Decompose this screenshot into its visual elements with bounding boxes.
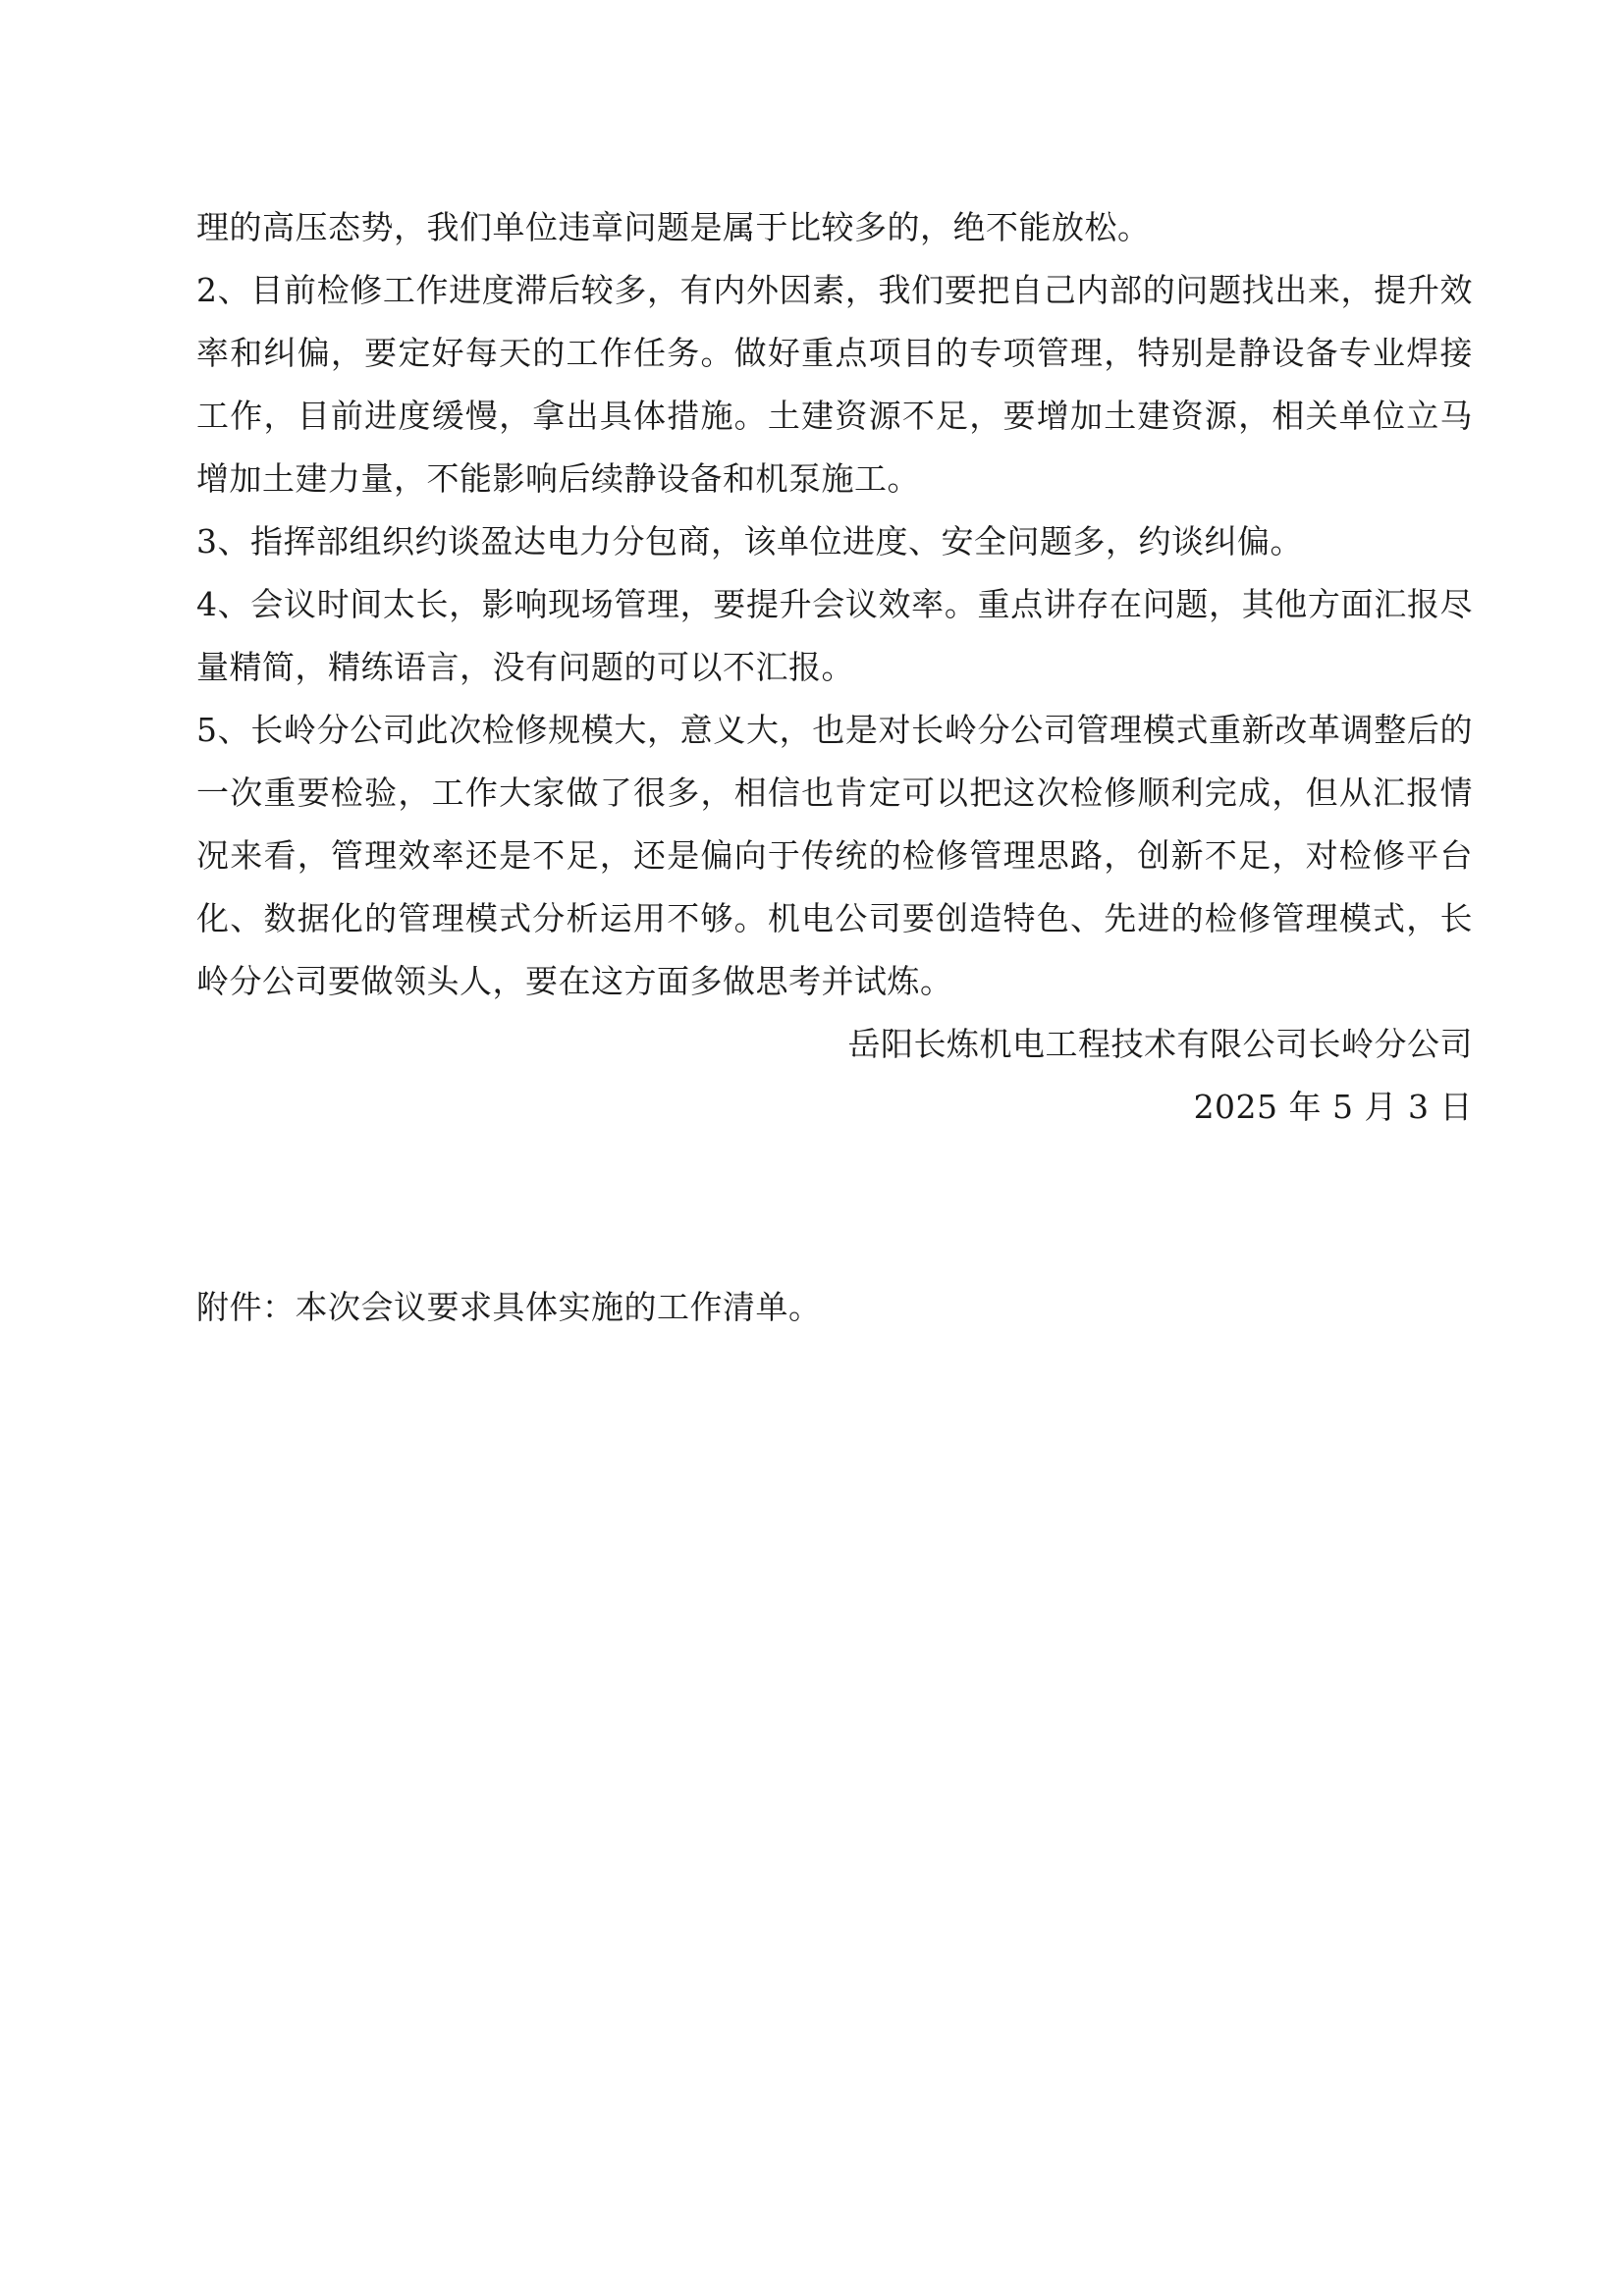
paragraph-item-2: 2、目前检修工作进度滞后较多，有内外因素，我们要把自己内部的问题找出来，提升效率和纠偏，要定好每天的工作任务。做好重点项目的专项管理，特别是静设备专业焊接工作，目前进度缓慢，拿出具体措施。土建资源不足，要增加土建资源，相关单位立马增加土建力量，不能影响后续静设备和机泵施工。 — [196, 271, 1473, 498]
paragraph-item-5: 5、长岭分公司此次检修规模大，意义大，也是对长岭分公司管理模式重新改革调整后的一次重要检验，工作大家做了很多，相信也肯定可以把这次检修顺利完成，但从汇报情况来看，管理效率还是不足，还是偏向于传统的检修管理思路，创新不足，对检修平台化、数据化的管理模式分析运用不够。机电公司要创造特色、先进的检修管理模式，长岭分公司要做领头人，要在这方面多做思考并试炼。 — [196, 711, 1473, 1000]
paragraph-continuation: 理的高压态势，我们单位违章问题是属于比较多的，绝不能放松。 — [196, 208, 1151, 246]
document-body — [196, 196, 1473, 1139]
paragraph-item-4: 4、会议时间太长，影响现场管理，要提升会议效率。重点讲存在问题，其他方面汇报尽量精简，精练语言，没有问题的可以不汇报。 — [196, 585, 1473, 686]
attachment-note: 附件：本次会议要求具体实施的工作清单。 — [196, 1288, 822, 1326]
paragraph-item-3: 3、指挥部组织约谈盈达电力分包商，该单位进度、安全问题多，约谈纠偏。 — [196, 522, 1303, 561]
signature-organization: 岳阳长炼机电工程技术有限公司长岭分公司 — [847, 1025, 1473, 1063]
signature-date: 2025 年 5 月 3 日 — [1193, 1088, 1473, 1126]
